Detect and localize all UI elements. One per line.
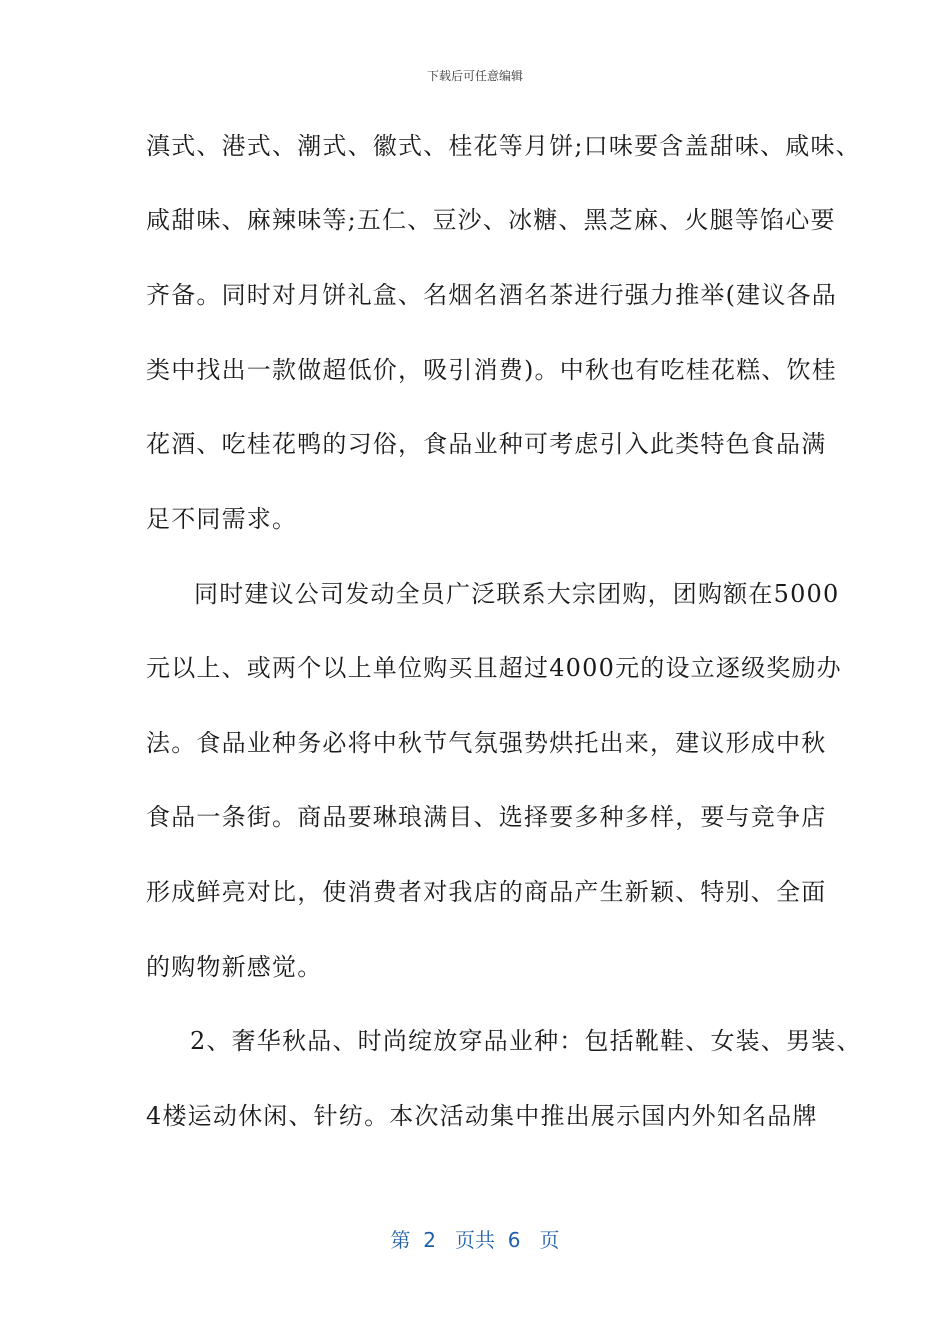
text-line: 齐备。同时对月饼礼盒、名烟名酒名茶进行强力推举(建议各品	[146, 281, 837, 309]
text-line: 法。食品业种务必将中秋节气氛强势烘托出来，建议形成中秋	[146, 729, 827, 757]
text-line: 同时建议公司发动全员广泛联系大宗团购，团购额在5000	[194, 580, 840, 608]
page-number: 第 2 页共 6 页	[390, 1228, 560, 1252]
text-line: 咸甜味、麻辣味等;五仁、豆沙、冰糖、黑芝麻、火腿等馅心要	[146, 206, 836, 234]
text-line: 形成鲜亮对比，使消费者对我店的商品产生新颖、特别、全面	[146, 878, 827, 906]
text-line: 元以上、或两个以上单位购买且超过4000元的设立逐级奖励办	[146, 654, 842, 682]
text-line: 滇式、港式、潮式、徽式、桂花等月饼;口味要含盖甜味、咸味、	[146, 132, 861, 160]
text-line: 足不同需求。	[146, 505, 298, 533]
text-line: 的购物新感觉。	[146, 953, 323, 981]
text-line: 4楼运动休闲、针纺。本次活动集中推出展示国内外知名品牌	[146, 1102, 818, 1130]
text-line: 食品一条街。商品要琳琅满目、选择要多种多样，要与竞争店	[146, 803, 827, 831]
text-line: 2、奢华秋品、时尚绽放穿品业种：包括靴鞋、女装、男装、	[190, 1027, 862, 1055]
header-note: 下载后可任意编辑	[426, 69, 523, 83]
text-line: 花酒、吃桂花鸭的习俗，食品业种可考虑引入此类特色食品满	[146, 430, 827, 458]
text-line: 类中找出一款做超低价，吸引消费)。中秋也有吃桂花糕、饮桂	[146, 356, 837, 384]
